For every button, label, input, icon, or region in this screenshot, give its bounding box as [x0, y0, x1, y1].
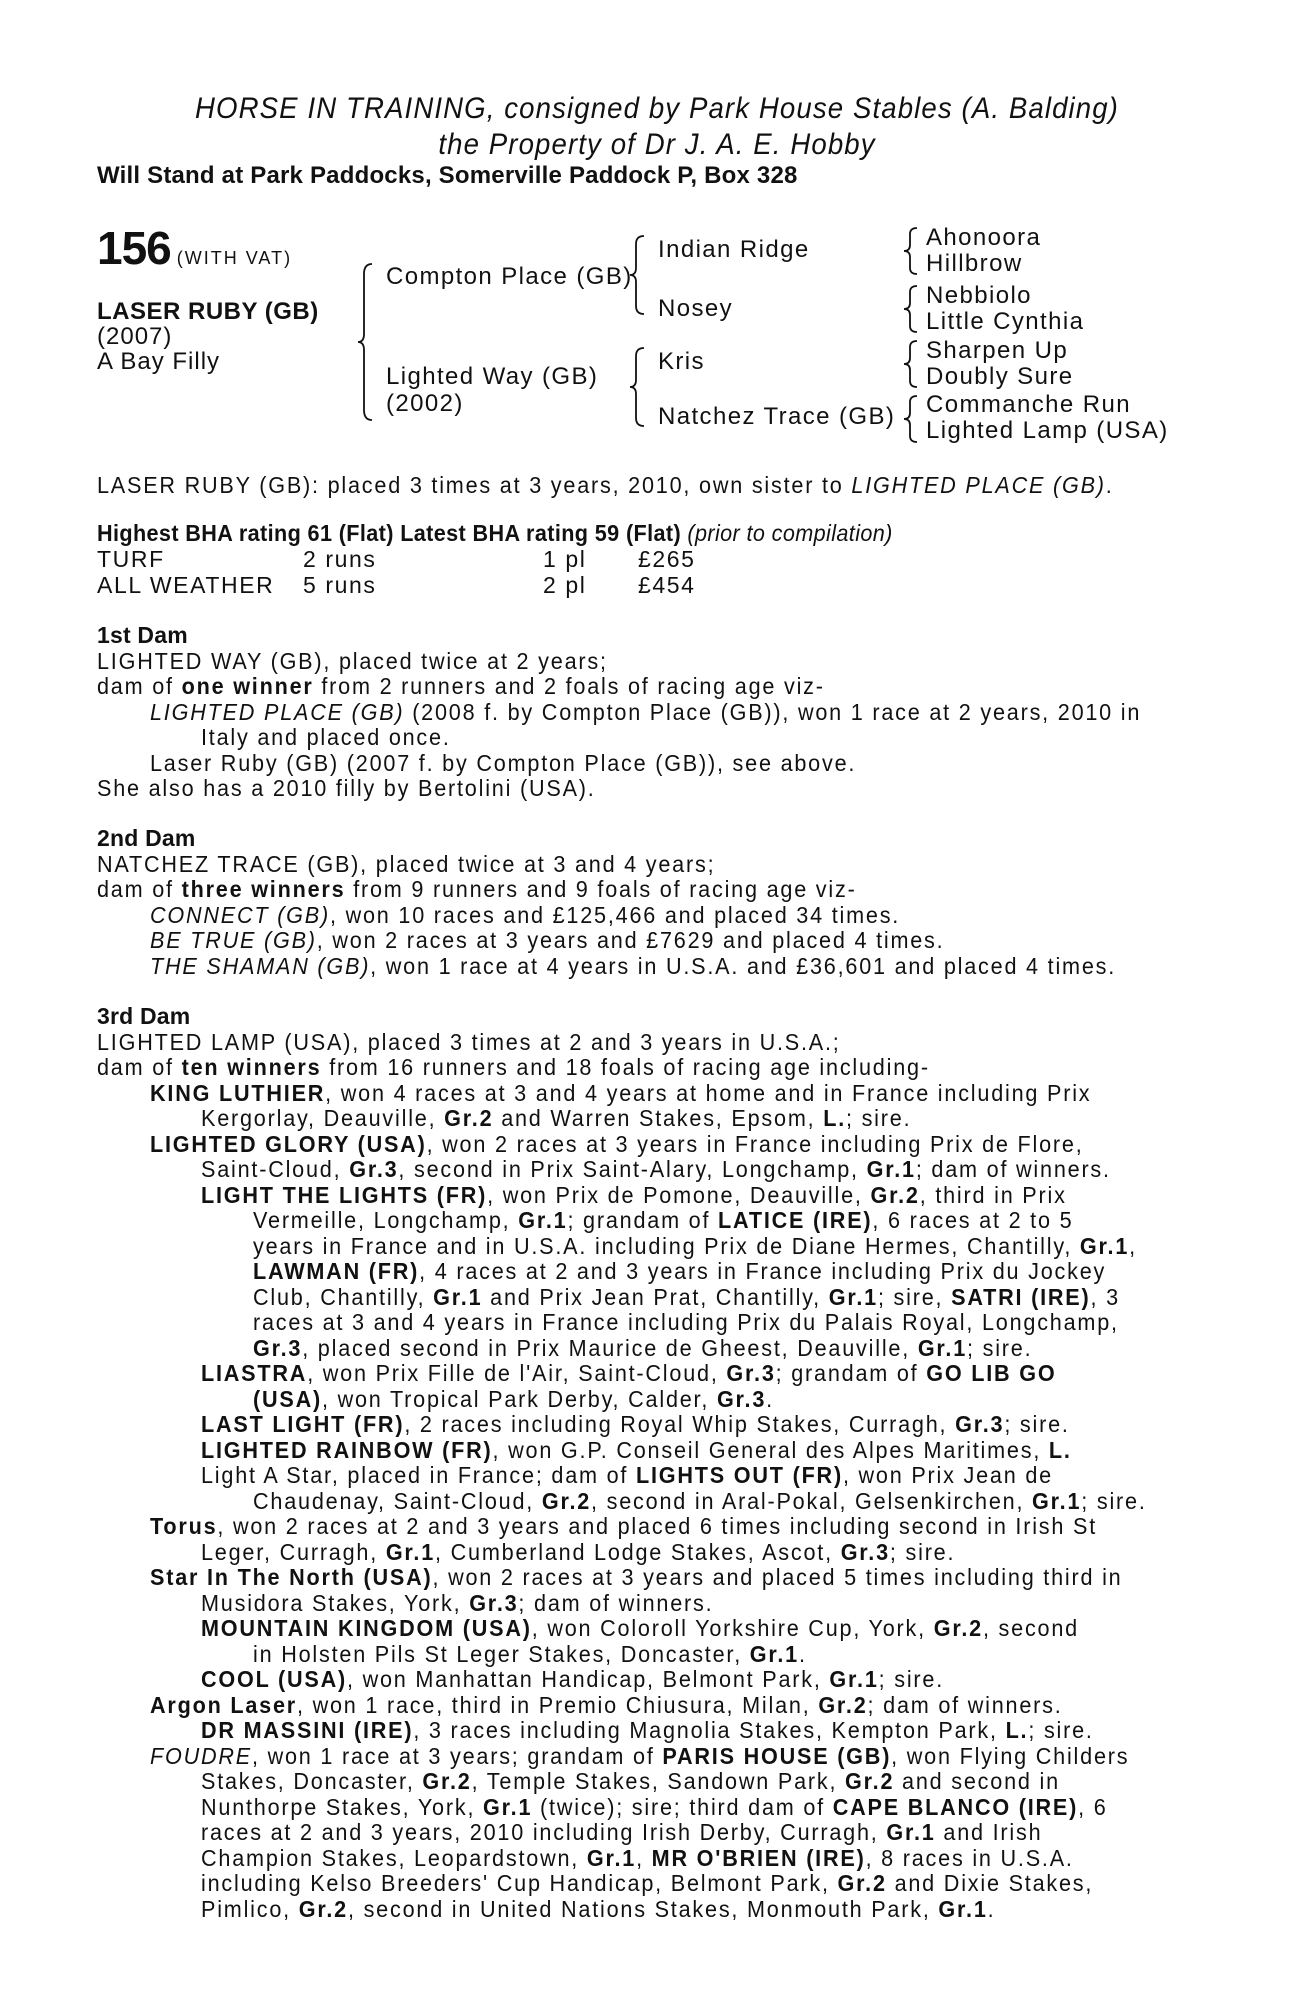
pedigree-brace-g4 — [901, 394, 921, 444]
bold-text: Gr.2 — [933, 1615, 983, 1641]
dam2-line — [97, 876, 857, 903]
bold-text: DR MASSINI (IRE) — [201, 1717, 414, 1743]
bold-text: LAST LIGHT (FR) — [201, 1411, 405, 1437]
dam3-line — [253, 1309, 1119, 1336]
text: (2008 f. by Compton Place (GB)), won 1 race at 2 years, 2010 in — [404, 698, 1142, 725]
text: Champion Stakes, Leopardstown, — [201, 1844, 587, 1871]
text: years in France and in U.S.A. including Prix de Diane Hermes, Chantilly, — [253, 1232, 1080, 1259]
bold-text: LIASTRA — [201, 1360, 308, 1386]
bold-text: Gr.1 — [917, 1334, 968, 1361]
bold-text: Gr.1 — [433, 1283, 483, 1310]
pedigree-gen2-4: Natchez Trace (GB) — [658, 403, 896, 430]
text: Musidora Stakes, York, — [201, 1589, 470, 1616]
text: dam of — [97, 876, 182, 902]
bold-text: Argon Laser — [150, 1691, 297, 1718]
dam2-line — [150, 953, 1116, 980]
bold-text: Star In The North (USA) — [150, 1564, 433, 1590]
text: dam of — [97, 1054, 182, 1080]
bold-text: LAWMAN (FR) — [253, 1258, 420, 1284]
text: from 16 runners and 18 foals of racing age including- — [321, 1054, 930, 1080]
text: , second in Prix Saint-Alary, Longchamp, — [398, 1156, 867, 1182]
bold-text: Gr.1 — [938, 1895, 988, 1922]
dam3-line — [97, 1029, 841, 1056]
text: ; sire. — [1028, 1717, 1094, 1743]
pedigree-gen3-5: Sharpen Up — [926, 337, 1069, 364]
pedigree-dam: Lighted Way (GB) — [386, 363, 599, 390]
record-surface-aw: ALL WEATHER — [97, 572, 275, 598]
text: ; grandam of — [567, 1207, 719, 1233]
bold-text: Gr.3 — [716, 1385, 767, 1412]
bold-text: Gr.1 — [829, 1666, 879, 1692]
bold-text: Gr.2 — [837, 1870, 887, 1896]
dam3-line — [150, 1692, 1063, 1719]
dam2-line — [97, 851, 715, 878]
text: including Kelso Breeders' Cup Handicap, Belmont Park, — [201, 1870, 838, 1896]
text: , won 1 race at 4 years in U.S.A. and £36,601 and placed 4 times. — [370, 952, 1117, 979]
text: Leger, Curragh, — [201, 1538, 386, 1565]
text: , Cumberland Lodge Stakes, Ascot, — [435, 1538, 841, 1565]
bold-text: Gr.1 — [518, 1207, 568, 1233]
text: Pimlico, — [201, 1895, 299, 1922]
bold-text: CAPE BLANCO (IRE) — [832, 1793, 1079, 1820]
pedigree-dam-year: (2002) — [386, 390, 464, 417]
text: ; sire. — [878, 1666, 945, 1692]
pedigree-brace-g3 — [901, 339, 921, 389]
pedigree-brace-g1 — [901, 226, 921, 276]
text: , won 4 races at 3 and 4 years at home and in France including Prix — [325, 1079, 1092, 1106]
italic-text: THE SHAMAN (GB) — [150, 952, 371, 979]
text: (twice); sire; third dam of — [532, 1793, 833, 1820]
dam3-line — [201, 1896, 995, 1923]
text: dam of — [97, 673, 182, 699]
text: , 6 races at 2 to 5 — [872, 1207, 1074, 1233]
italic-text: CONNECT (GB) — [150, 901, 330, 928]
bold-text: Gr.3 — [253, 1334, 303, 1361]
bold-text: Gr.1 — [385, 1538, 436, 1565]
text: , won Prix de Pomone, Deauville, — [487, 1181, 871, 1208]
dam2-line — [150, 927, 944, 954]
bha-rating-text: Highest BHA rating 61 (Flat) Latest BHA rating 59 (Flat) — [97, 520, 682, 546]
horse-year: (2007) — [97, 323, 173, 350]
dam3-line — [253, 1233, 1137, 1260]
summary-text: LASER RUBY (GB): placed 3 times at 3 years, 2010, own sister to — [97, 472, 852, 498]
text: , won 10 races and £125,466 and placed 34 times. — [329, 901, 901, 928]
bold-text: L. — [1048, 1436, 1072, 1463]
text: Chaudenay, Saint-Cloud, — [253, 1487, 542, 1514]
pedigree-gen3-2: Hillbrow — [926, 250, 1023, 277]
text: , 8 races in U.S.A. — [865, 1844, 1074, 1871]
bold-text: COOL (USA) — [201, 1666, 347, 1692]
dam3-line — [201, 1156, 1111, 1183]
text: , second — [982, 1615, 1079, 1641]
bold-text: Gr.2 — [541, 1487, 592, 1514]
text: Nunthorpe Stakes, York, — [201, 1793, 484, 1820]
bold-text: one winner — [181, 673, 314, 699]
bold-text: Gr.1 — [866, 1156, 916, 1182]
text: races at 3 and 4 years in France including Prix du Palais Royal, Longchamp, — [253, 1309, 1119, 1335]
horse-name: LASER RUBY (GB) — [97, 298, 319, 325]
dam3-line — [253, 1641, 807, 1668]
text: and Dixie Stakes, — [886, 1870, 1094, 1896]
text: and Warren Stakes, Epsom, — [493, 1105, 824, 1131]
text: , won 1 race at 3 years; grandam of — [252, 1742, 663, 1769]
bold-text: Gr.3 — [955, 1411, 1005, 1437]
text: Saint-Cloud, — [201, 1156, 350, 1182]
bold-text: LIGHTS OUT (FR) — [636, 1462, 843, 1488]
text: , won 2 races at 3 years in France including Prix de Flore, — [426, 1130, 1084, 1157]
text: NATCHEZ TRACE (GB), placed twice at 3 and 4 years; — [97, 850, 716, 877]
text: and Irish — [935, 1819, 1043, 1845]
dam3-line — [253, 1488, 1147, 1515]
text: ; sire. — [1004, 1411, 1070, 1437]
dam1-heading: 1st Dam — [97, 622, 188, 648]
bold-text: LATICE (IRE) — [718, 1207, 873, 1233]
bold-text: (USA) — [253, 1385, 322, 1412]
bold-text: Gr.2 — [444, 1105, 494, 1131]
dam3-line — [201, 1615, 1079, 1642]
pedigree-brace-dam — [628, 346, 648, 428]
text: She also has a 2010 filly by Bertolini (USA). — [97, 775, 596, 801]
bold-text: Gr.2 — [422, 1768, 472, 1794]
text: and second in — [894, 1768, 1060, 1794]
dam3-line — [150, 1131, 1084, 1158]
text: ; dam of winners. — [518, 1589, 714, 1616]
record-surface-turf: TURF — [97, 546, 165, 572]
text: , won G.P. Conseil General des Alpes Maritimes, — [492, 1436, 1049, 1463]
text: in Holsten Pils St Leger Stakes, Doncaster, — [253, 1640, 750, 1667]
pedigree-brace-main — [356, 262, 376, 422]
dam3-line — [201, 1666, 944, 1693]
italic-text: BE TRUE (GB) — [150, 927, 317, 953]
dam3-line — [201, 1819, 1042, 1846]
bold-text: Gr.2 — [845, 1768, 895, 1794]
text: ; sire. — [1081, 1487, 1147, 1514]
dam3-line — [201, 1590, 713, 1617]
dam3-line — [201, 1437, 1072, 1464]
text: Club, Chantilly, — [253, 1283, 434, 1310]
text: , won Tropical Park Derby, Calder, — [321, 1385, 717, 1412]
pedigree-gen3-8: Lighted Lamp (USA) — [926, 417, 1169, 444]
dam3-line — [201, 1768, 1060, 1795]
text: . — [798, 1640, 807, 1667]
bold-text: three winners — [181, 876, 346, 902]
bold-text: Torus — [150, 1513, 218, 1539]
bold-text: Gr.2 — [870, 1181, 920, 1208]
bold-text: MR O'BRIEN (IRE) — [651, 1844, 866, 1871]
text: , won 2 races at 3 years and £7629 and placed 4 times. — [316, 927, 945, 953]
text: . — [987, 1895, 996, 1922]
bold-text: LIGHTED GLORY (USA) — [150, 1130, 427, 1157]
text: Laser Ruby (GB) (2007 f. by Compton Place (GB)), see above. — [150, 749, 857, 776]
dam3-line — [253, 1258, 1106, 1285]
text: ; dam of winners. — [867, 1691, 1063, 1718]
pedigree-brace-g2 — [901, 284, 921, 334]
text: and Prix Jean Prat, Chantilly, — [482, 1283, 829, 1310]
bold-text: Gr.1 — [586, 1844, 637, 1871]
stand-location: Will Stand at Park Paddocks, Somerville Paddock P, Box 328 — [97, 162, 798, 189]
bha-rating-note: (prior to compilation) — [687, 520, 893, 546]
text: ; sire. — [846, 1105, 912, 1131]
bold-text: Gr.3 — [349, 1156, 399, 1182]
dam3-line — [150, 1743, 1129, 1770]
bold-text: MOUNTAIN KINGDOM (USA) — [201, 1615, 532, 1641]
lot-number-block — [97, 221, 292, 275]
bold-text: Gr.1 — [886, 1819, 936, 1845]
dam2-heading: 2nd Dam — [97, 825, 196, 851]
text: , won 1 race, third in Premio Chiusura, Milan, — [296, 1691, 819, 1718]
summary-sister: LIGHTED PLACE (GB) — [851, 472, 1106, 498]
text: Vermeille, Longchamp, — [253, 1207, 519, 1233]
dam3-line — [201, 1411, 1070, 1438]
text: ; grandam of — [775, 1360, 927, 1386]
bold-text: Gr.2 — [298, 1895, 348, 1922]
pedigree-gen3-3: Nebbiolo — [926, 282, 1032, 309]
record-runs-turf: 2 runs — [303, 546, 377, 572]
text: , 4 races at 2 and 3 years in France including Prix du Jockey — [419, 1258, 1107, 1284]
bha-rating — [97, 520, 893, 547]
pedigree-gen2-2: Nosey — [658, 295, 734, 322]
record-prize-turf: £265 — [638, 546, 696, 572]
text: , won Prix Jean de — [842, 1462, 1053, 1488]
text: , won 2 races at 3 years and placed 5 times including third in — [432, 1564, 1123, 1590]
record-placed-aw: 2 pl — [543, 572, 587, 598]
text: ; dam of winners. — [915, 1156, 1111, 1182]
text: LIGHTED LAMP (USA), placed 3 times at 2 and 3 years in U.S.A.; — [97, 1028, 841, 1055]
bold-text: L. — [823, 1105, 847, 1131]
dam3-line — [150, 1080, 1091, 1107]
bold-text: Gr.1 — [749, 1640, 799, 1667]
bold-text: ten winners — [181, 1054, 322, 1080]
italic-text: FOUDRE — [150, 1742, 253, 1769]
text: , second in United Nations Stakes, Monmouth Park, — [347, 1895, 939, 1922]
bold-text: Gr.1 — [483, 1793, 533, 1820]
dam3-line — [253, 1386, 774, 1413]
bold-text: Gr.1 — [1032, 1487, 1082, 1514]
text: , won Manhattan Handicap, Belmont Park, — [346, 1666, 830, 1692]
dam3-line — [201, 1462, 1053, 1489]
text: Italy and placed once. — [201, 724, 451, 750]
dam3-line — [201, 1870, 1093, 1897]
bold-text: LIGHT THE LIGHTS (FR) — [201, 1181, 488, 1208]
pedigree-gen2-3: Kris — [658, 348, 705, 375]
text: Kergorlay, Deauville, — [201, 1105, 445, 1131]
bold-text: L. — [1005, 1717, 1029, 1743]
bold-text: Gr.2 — [818, 1691, 868, 1718]
record-prize-aw: £454 — [638, 572, 696, 598]
dam3-line — [150, 1513, 1097, 1540]
dam1-line — [97, 648, 608, 675]
dam3-heading: 3rd Dam — [97, 1003, 191, 1029]
catalogue-header-line2: the Property of Dr J. A. E. Hobby — [438, 128, 876, 161]
bold-text: Gr.3 — [469, 1589, 519, 1616]
dam1-line — [97, 673, 825, 700]
summary-end: . — [1105, 472, 1114, 498]
dam3-line — [201, 1845, 1074, 1872]
text: from 2 runners and 2 foals of racing age viz- — [313, 673, 825, 699]
bold-text: PARIS HOUSE (GB) — [662, 1742, 892, 1769]
bold-text: KING LUTHIER — [150, 1079, 326, 1106]
catalogue-header-line1: HORSE IN TRAINING, consigned by Park House Stables (A. Balding) — [195, 92, 1119, 125]
bold-text: Gr.3 — [726, 1360, 776, 1386]
dam3-line — [201, 1360, 1056, 1387]
text: , won 2 races at 2 and 3 years and placed 6 times including second in Irish St — [217, 1513, 1098, 1539]
dam1-line — [150, 750, 856, 777]
dam2-line — [150, 902, 900, 929]
text: ; sire. — [967, 1334, 1033, 1361]
pedigree-gen2-1: Indian Ridge — [658, 236, 810, 263]
text: , 3 races including Magnolia Stakes, Kempton Park, — [413, 1717, 1006, 1743]
text: . — [766, 1385, 774, 1412]
text: ; sire, — [877, 1283, 952, 1310]
dam3-line — [97, 1054, 930, 1081]
text: , third in Prix — [919, 1181, 1067, 1208]
dam3-line — [253, 1335, 1032, 1362]
pedigree-gen3-1: Ahonoora — [926, 224, 1042, 251]
text: LIGHTED WAY (GB), placed twice at 2 years; — [97, 647, 608, 674]
text: races at 2 and 3 years, 2010 including Irish Derby, Curragh, — [201, 1819, 887, 1845]
text: , second in Aral-Pokal, Gelsenkirchen, — [591, 1487, 1033, 1514]
dam3-line — [150, 1564, 1122, 1591]
text: Stakes, Doncaster, — [201, 1768, 423, 1794]
text: , 2 races including Royal Whip Stakes, Curragh, — [404, 1411, 956, 1437]
dam3-line — [201, 1539, 955, 1566]
text: ; sire. — [889, 1538, 956, 1565]
text: , — [636, 1844, 652, 1871]
pedigree-gen3-7: Commanche Run — [926, 391, 1131, 418]
bold-text: Gr.1 — [828, 1283, 878, 1310]
bold-text: LIGHTED RAINBOW (FR) — [201, 1436, 493, 1463]
pedigree-sire: Compton Place (GB) — [386, 263, 633, 290]
pedigree-gen3-6: Doubly Sure — [926, 363, 1074, 390]
horse-description: A Bay Filly — [97, 348, 221, 375]
text: , won Coloroll Yorkshire Cup, York, — [531, 1615, 934, 1641]
bold-text: Gr.1 — [1079, 1232, 1130, 1259]
text: from 9 runners and 9 foals of racing age viz- — [345, 876, 857, 902]
text: , — [1129, 1232, 1137, 1259]
record-runs-aw: 5 runs — [303, 572, 377, 598]
text: , Temple Stakes, Sandown Park, — [471, 1768, 846, 1794]
dam3-line — [201, 1717, 1094, 1744]
dam3-line — [201, 1182, 1067, 1209]
record-placed-turf: 1 pl — [543, 546, 587, 572]
dam3-line — [201, 1794, 1108, 1821]
italic-text: LIGHTED PLACE (GB) — [150, 698, 405, 725]
text: , won Flying Childers — [891, 1742, 1130, 1769]
dam1-line — [150, 699, 1141, 726]
text: , 3 — [1090, 1283, 1120, 1310]
text: Light A Star, placed in France; dam of — [201, 1462, 637, 1488]
race-summary — [97, 472, 1114, 499]
dam1-line — [97, 775, 596, 802]
text: , 6 — [1078, 1793, 1108, 1820]
bold-text: GO LIB GO — [926, 1360, 1057, 1386]
text: , won Prix Fille de l'Air, Saint-Cloud, — [307, 1360, 727, 1386]
dam3-line — [201, 1105, 911, 1132]
bold-text: Gr.3 — [840, 1538, 890, 1565]
dam1-line — [201, 724, 451, 751]
vat-note: (WITH VAT) — [176, 248, 293, 268]
pedigree-gen3-4: Little Cynthia — [926, 308, 1085, 335]
bold-text: SATRI (IRE) — [951, 1283, 1091, 1310]
dam3-line — [253, 1284, 1120, 1311]
text: , placed second in Prix Maurice de Gheest, Deauville, — [302, 1334, 918, 1361]
dam3-line — [253, 1207, 1073, 1234]
lot-number: 156 — [97, 222, 171, 274]
